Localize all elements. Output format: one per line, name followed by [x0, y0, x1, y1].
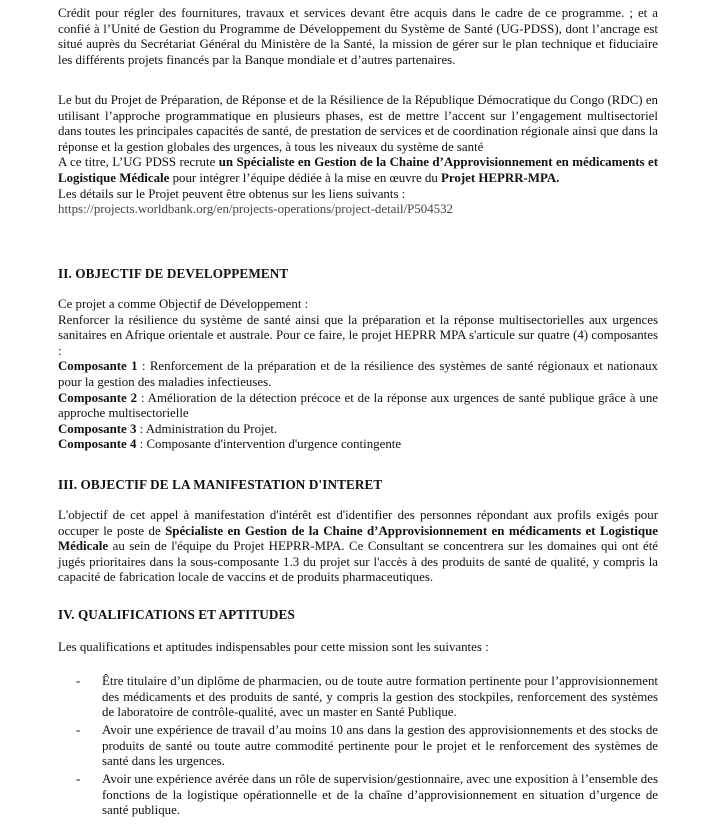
intro-text-1: Crédit pour régler des fournitures, travaux et services devant être acquis dans le cadre de ce programme. ; et a confié à l’Unité de Gestion du Programme de Développement du Système de Santé (UG-PDSS), dont l’ancrage est situé auprès du Secrétariat Général du Ministère de la Santé, la mission de gérer sur le plan technique et fiduciaire les différents projets financés par la Banque mondiale et d’autres partenaires. [58, 6, 658, 67]
list-item [76, 772, 658, 819]
component-2: Composante 2 : Amélioration de la détection précoce et de la réponse aux urgences de santé publique grâce à une approche multisectorielle [58, 390, 658, 421]
section-heading-objectif-developpement: II. OBJECTIF DE DEVELOPPEMENT [58, 266, 289, 281]
objective-intro: Ce projet a comme Objectif de Développement : [58, 297, 309, 311]
position-title-2: Spécialiste en Gestion de la Chaine d’Approvisionnement en médicaments et Logistique Médicale [58, 523, 658, 554]
intro-paragraph-2 [58, 93, 658, 218]
position-title: un Spécialiste en Gestion de la Chaine d’Approvisionnement en médicaments et Logistique Médicale [58, 155, 658, 185]
section2-body [58, 297, 658, 453]
manifestation-objective-text: L'objectif de cet appel à manifestation d'intérêt est d'identifier des personnes répondant aux profils exigés pour occuper le poste de Spécialiste en Gestion de la Chaine d’Approvisionnement en médicaments et Logistique Médicale au sein de l'équipe du Projet HEPRR-MPA. Ce Consultant se concentrera sur les domaines qui ont été jugés prioritaires dans la sous-composante 1.3 du projet sur l'accès à des produits de santé de qualité, y compris la capacité de fabrication locale de vaccins et de produits pharmaceutiques. [58, 508, 658, 585]
project-link[interactable]: https://projects.worldbank.org/en/projects-operations/project-detail/P504532 [58, 202, 453, 217]
objective-text: Renforcer la résilience du système de santé ainsi que la préparation et la réponse multisectorielles aux urgences sanitaires en Afrique orientale et australe. Pour ce faire, le projet HEPRR MPA s'articule sur quatre (4) composantes : [58, 312, 658, 358]
project-purpose-text: Le but du Projet de Préparation, de Réponse et de la Résilience de la République Démocratique du Congo (RDC) en utilisant l’approche programmatique en plusieurs phases, est de mettre l’accent sur l’engagement multisectoriel dans toutes les principales capacités de santé, de prestation de services et de coordination régionale ainsi que dans la réponse et la gestion globales des urgences, à tous les niveaux du système de santé [58, 93, 658, 154]
component-1: Composante 1 : Renforcement de la préparation et de la résilience des systèmes de santé régionaux et nationaux pour la gestion des maladies infectieuses. [58, 359, 658, 389]
qualification-supervision: Avoir une expérience avérée dans un rôle de supervision/gestionnaire, avec une exposition à l’ensemble des fonctions de la logistique opérationnelle et de la chaîne d’approvisionnement en situation d’urgence de santé publique. [102, 772, 658, 818]
qualification-diploma: Être titulaire d’un diplôme de pharmacien, ou de toute autre formation pertinente pour l’approvisionnement des médicaments et des produits de santé, y compris la gestion des stockpiles, renforcement des systèmes de laboratoire de contrôle-qualité, avec un master en Santé Publique. [102, 674, 658, 720]
section-heading-qualifications: IV. QUALIFICATIONS ET APTITUDES [58, 607, 295, 622]
section-heading-manifestation-interet: III. OBJECTIF DE LA MANIFESTATION D'INTERET [58, 477, 383, 492]
component-4: Composante 4 : Composante d'intervention d'urgence contingente [58, 437, 402, 452]
bullet-marker: - [76, 772, 81, 786]
details-text: Les détails sur le Projet peuvent être obtenus sur les liens suivants : [58, 186, 406, 201]
list-item [76, 723, 658, 770]
section3-body [58, 508, 658, 586]
bullet-marker: - [76, 723, 81, 737]
project-name: Projet HEPRR-MPA. [441, 170, 560, 185]
qualifications-intro: Les qualifications et aptitudes indispensables pour cette mission sont les suivantes : [58, 640, 489, 654]
qualification-experience: Avoir une expérience de travail d’au moins 10 ans dans la gestion des approvisionnements et des stocks de produits de santé ou toute autre commodité pertinente pour le projet et le renforcement des systèmes de santé dans les urgences. [102, 723, 658, 769]
recruitment-statement: A ce titre, L’UG PDSS recrute un Spécialiste en Gestion de la Chaine d’Approvisionnement en médicaments et Logistique Médicale pour intégrer l’équipe dédiée à la mise en œuvre du Projet HEPRR-MPA. [58, 155, 658, 185]
list-item [76, 674, 658, 721]
intro-paragraph-1 [58, 6, 658, 68]
component-3: Composante 3 : Administration du Projet. [58, 421, 278, 436]
bullet-marker: - [76, 674, 81, 688]
